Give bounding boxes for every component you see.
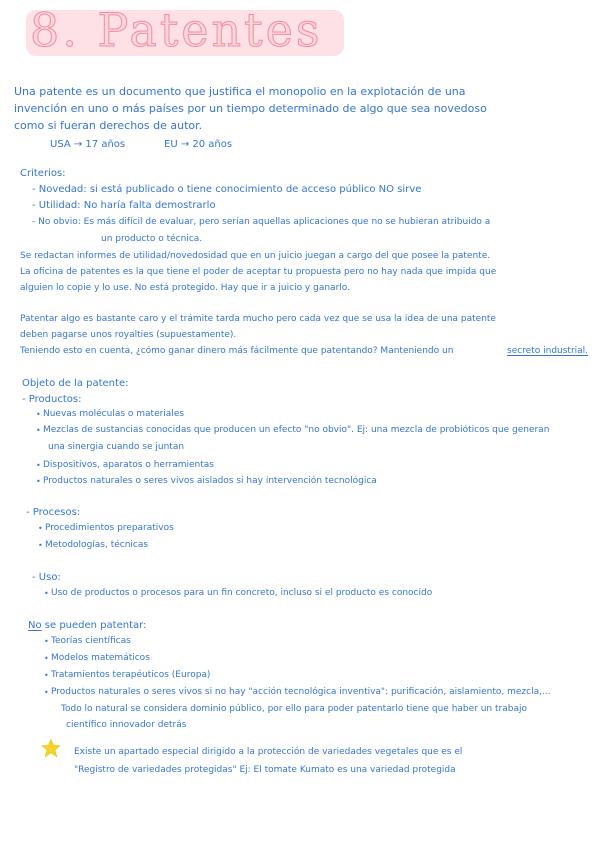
bullet-dot: • [36,426,41,435]
no-patentable-item: Teorías científicas [51,636,131,646]
criterio-no-obvio: - No obvio: Es más difícil de evaluar, pero serían aquellas aplicaciones que no se hubieran atribuido a [32,217,491,227]
criterio-utilidad: - Utilidad: No haría falta demostrarlo [32,200,216,211]
bullet-dot: • [36,477,41,486]
nota-line-2: "Registro de variedades protegidas" Ej: El tomate Kumato es una variedad protegida [74,765,456,775]
producto-item: Productos naturales o seres vivos aislados si hay intervención tecnológica [43,476,377,486]
intro-line-1: Una patente es un documento que justifica el monopolio en la explotación de una [14,85,466,98]
duration-usa: USA → 17 años [50,139,126,150]
objeto-heading: Objeto de la patente: [22,378,129,389]
informes-line-3: alguien lo copie y lo use. No está protegido. Hay que ir a juicio y ganarlo. [20,283,350,293]
coste-line-2: deben pagarse unos royalties (supuestamente). [20,330,237,340]
producto-item: Dispositivos, aparatos o herramientas [43,460,214,470]
no-patentable-item-cont: científico innovador detrás [66,720,187,730]
bullet-dot: • [44,637,49,646]
uso-heading: - Uso: [32,572,61,583]
producto-item: Mezclas de sustancias conocidas que producen un efecto "no obvio". Ej: una mezcla de probióticos que generan [43,425,550,435]
secreto-industrial: secreto industrial. [507,346,589,356]
criterio-no-obvio-cont: un producto o técnica. [101,234,203,244]
bullet-dot: • [36,461,41,470]
no-patentable-item: Tratamientos terapéuticos (Europa) [51,670,211,680]
bullet-dot: • [44,671,49,680]
bullet-dot: • [38,524,43,533]
no-patentable-item: Productos naturales o seres vivos si no hay "acción tecnológica inventiva": purificación, aislamiento, mezcla,... [51,687,551,697]
bullet-dot: • [38,541,43,550]
proceso-item: Metodologías, técnicas [45,540,149,550]
nota-line-1: Existe un apartado especial dirigido a la protección de variedades vegetales que es el [74,747,463,757]
duration-eu: EU → 20 años [164,139,233,150]
bullet-dot: • [44,688,49,697]
productos-heading: - Productos: [22,394,82,405]
informes-line-1: Se redactan informes de utilidad/novedosidad que en un juicio juegan a cargo del que posee la patente. [20,251,491,261]
no-patentables-heading [28,619,146,632]
criterios-heading: Criterios: [20,168,66,179]
uso-item: Uso de productos o procesos para un fin concreto, incluso si el producto es conocido [51,588,433,598]
bullet-dot: • [44,589,49,598]
coste-line-3: Teniendo esto en cuenta, ¿cómo ganar dinero más fácilmente que patentando? Manteniendo un [20,346,454,356]
star-icon [41,738,61,758]
producto-item-cont: una sinergia cuando se juntan [48,442,185,452]
informes-line-2: La oficina de patentes es la que tiene el poder de aceptar tu propuesta pero no hay nada que impida que [20,267,497,277]
intro-line-2: invención en uno o más países por un tiempo determinado de algo que sea novedoso [14,102,487,115]
proceso-item: Procedimientos preparativos [45,523,174,533]
bullet-dot: • [44,654,49,663]
no-underlined: No [28,620,42,631]
criterio-novedad: - Novedad: si está publicado o tiene conocimiento de acceso público NO sirve [32,184,422,195]
page-title: 8. Patentes [30,3,323,57]
bullet-dot: • [36,410,41,419]
no-patentable-item-cont: Todo lo natural se considera dominio público, por ello para poder patentarlo tiene que haber un trabajo [61,704,527,714]
intro-line-3: como si fueran derechos de autor. [14,119,203,132]
no-patentables-rest: se pueden patentar: [41,620,147,631]
no-patentable-item: Modelos matemáticos [51,653,150,663]
producto-item: Nuevas moléculas o materiales [43,409,185,419]
procesos-heading: - Procesos: [26,507,81,518]
coste-line-1: Patentar algo es bastante caro y el trámite tarda mucho pero cada vez que se usa la idea de una patente [20,314,496,324]
